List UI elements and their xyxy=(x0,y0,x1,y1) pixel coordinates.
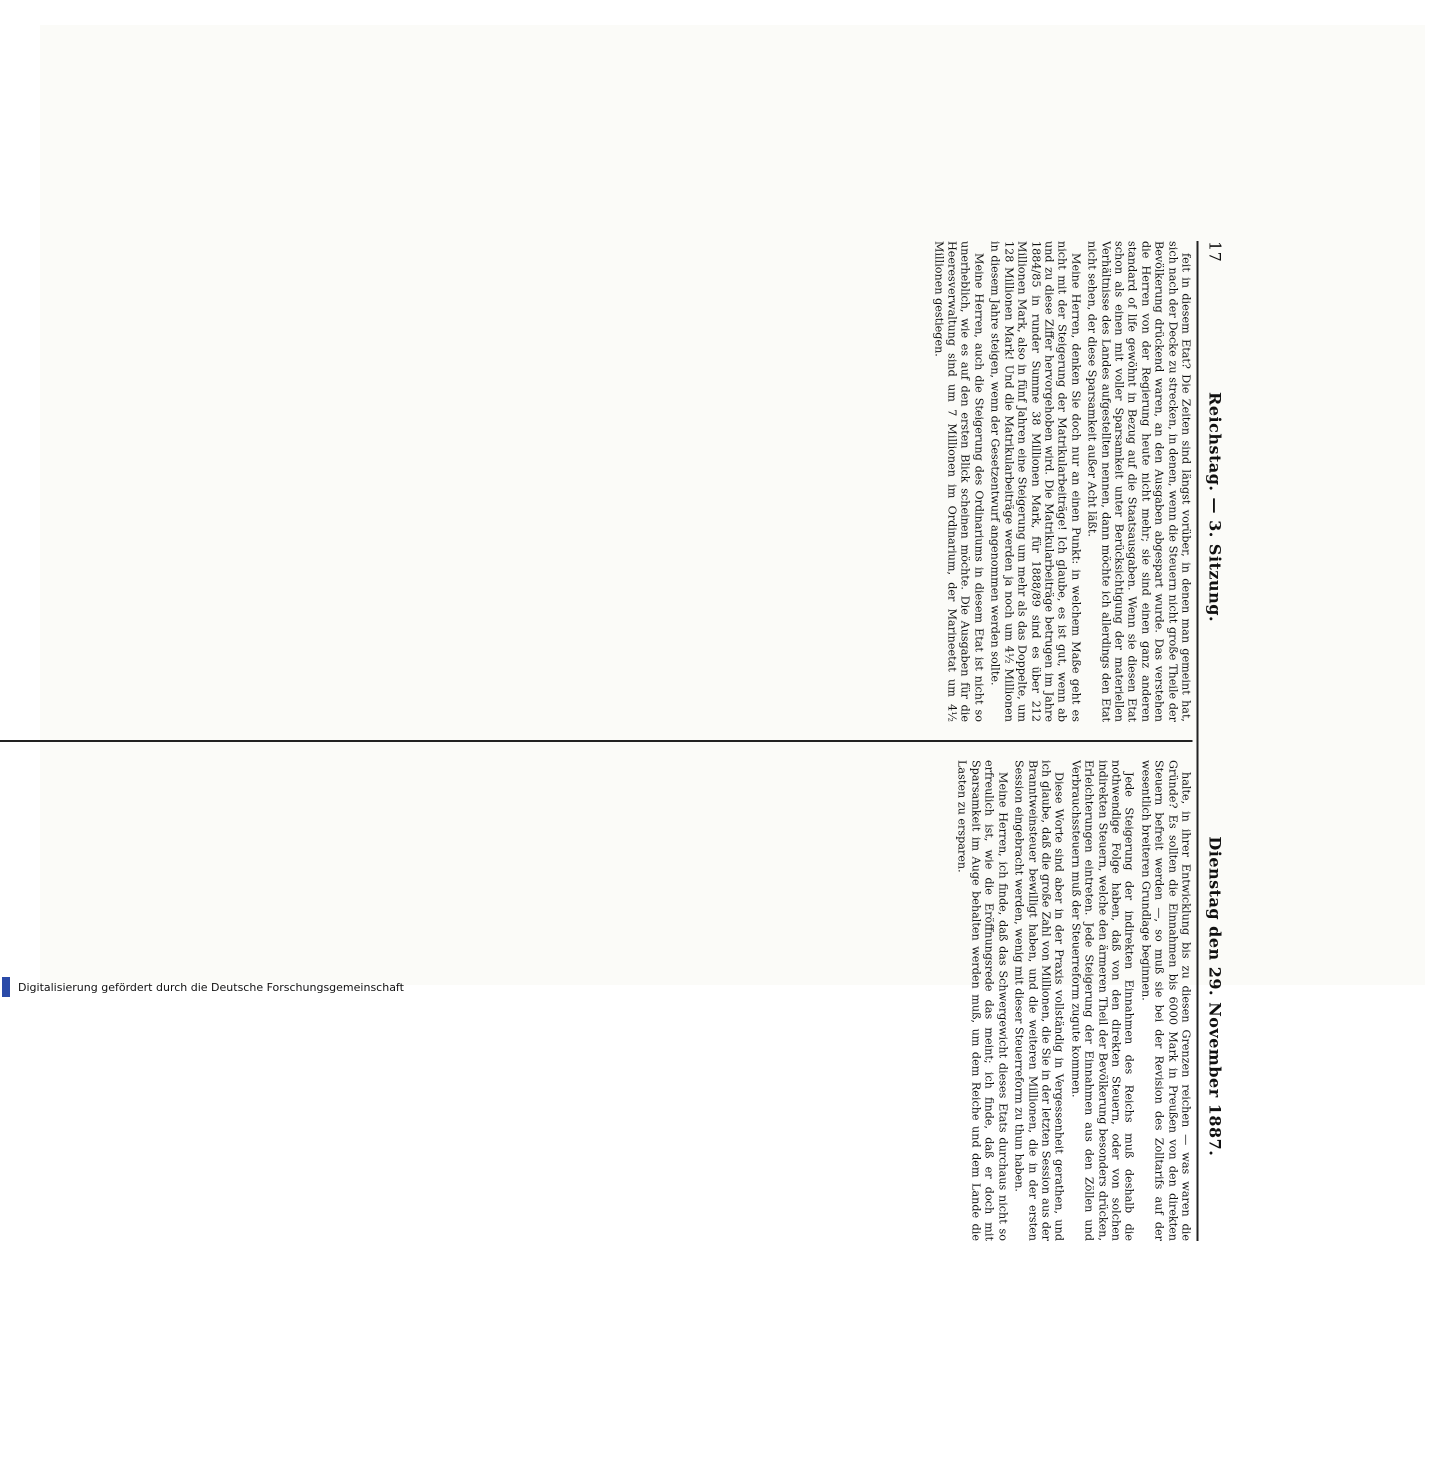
paragraph: Meine Herren, ich finde, daß das Schwergewicht dieses Etats durchaus nicht so erfreulich ist, wie die Eröffnungsrede das meint; ich finde, daß er doch mit Sparsamkeit im Auge behalten werden muß, um dem Reiche und dem Lande die Lasten zu ersparen. xyxy=(956,760,1010,1241)
paragraph: feit in diesem Etat? Die Zeiten sind längst vorüber, in denen man gemeint hat, sich nach der Decke zu strecken, in denen, wenn die Steuern nicht große Theile der Bevölkerung drückend waren, an den Ausgaben abgespart wurde. Das verstehen die Herren von der Regierung heute nicht mehr; sie sind einen ganz anderen standard of life gewöhnt in Bezug auf die Staatsausgaben. Wenn sie diesen Etat schon als einen mit voller Sparsamkeit unter Berücksichtigung der materiellen Verhältnisse des Landes aufgestellten nennen, dann möchte ich allerdings den Etat nicht sehen, der diese Sparsamkeit außer Acht läßt. xyxy=(1085,241,1193,722)
page-number: 17 xyxy=(1206,241,1225,263)
paragraph: Meine Herren, auch die Steigerung des Ordinariums in diesem Etat ist nicht so unerheblich, wie es auf den ersten Blick scheinen möchte. Die Ausgaben für die Heeresverwaltung sind um 7 Millionen im Ordinarium, der Marineetat um 4½ Millionen gestiegen. xyxy=(932,241,986,722)
column-divider xyxy=(0,740,1193,742)
text-column-left xyxy=(0,241,1193,722)
digitization-credit: Digitalisierung gefördert durch die Deutsche Forschungsgemeinschaft xyxy=(18,981,404,994)
header-title-left: Reichstag. — 3. Sitzung. xyxy=(1206,392,1225,623)
paragraph: halte, in ihrer Entwicklung bis zu diesen Grenzen reichen — was waren die Gründe? Es sollten die Einnahmen bis 6000 Mark in Preußen von den direkten Steuern befreit werden —, so muß sie bei der Revision des Zolltarifs auf der wesentlich breiteren Grundlage beginnen. xyxy=(1139,760,1193,1241)
paragraph: Meine Herren, denken Sie doch nur an einen Punkt: in welchem Maße geht es nicht mit der Steigerung der Matrikularbeiträge! Ich glaube, es ist gut, wenn ab und zu diese Ziffer hervorgehoben wird. Die Matrikularbeiträge betrugen im Jahre 1884/85 in runder Summe 38 Millionen Mark, für 1888/89 sind es über 212 Millionen Mark, also in fünf Jahren eine Steigerung um mehr als das Doppelte, um 128 Millionen Mark! Und die Matrikularbeiträge werden ja noch um 4½ Millionen in diesem Jahre steigen, wenn der Gesetzentwurf angenommen werden sollte. xyxy=(988,241,1083,722)
header-title-right: Dienstag den 29. November 1887. xyxy=(1206,836,1225,1157)
page-content xyxy=(0,241,1233,1241)
paragraph: Jede Steigerung der indirekten Einnahmen des Reichs muß deshalb die nothwendige Folge haben, daß von den direkten Steuern, oder von solchen indirekten Steuern, welche den ärmeren Theil der Bevölkerung besonders drücken, Erleichterungen eintreten. Jede Steigerung der Einnahmen aus den Zöllen und Verbrauchssteuern muß der Steuerreform zugute kommen. xyxy=(1069,760,1136,1241)
text-columns xyxy=(0,241,1193,1241)
footer xyxy=(0,975,1432,1000)
paragraph: Diese Worte sind aber in der Praxis vollständig in Vergessenheit gerathen, und ich glaube, daß die große Zahl von Millionen, die Sie in der letzten Session aus der Branntweinsteuer bewilligt haben, und die weiteren Millionen, die in der ersten Session eingebracht werden, wenig mit dieser Steuerreform zu thun haben. xyxy=(1012,760,1066,1241)
text-column-right xyxy=(0,760,1193,1241)
page-header xyxy=(1197,241,1233,1241)
